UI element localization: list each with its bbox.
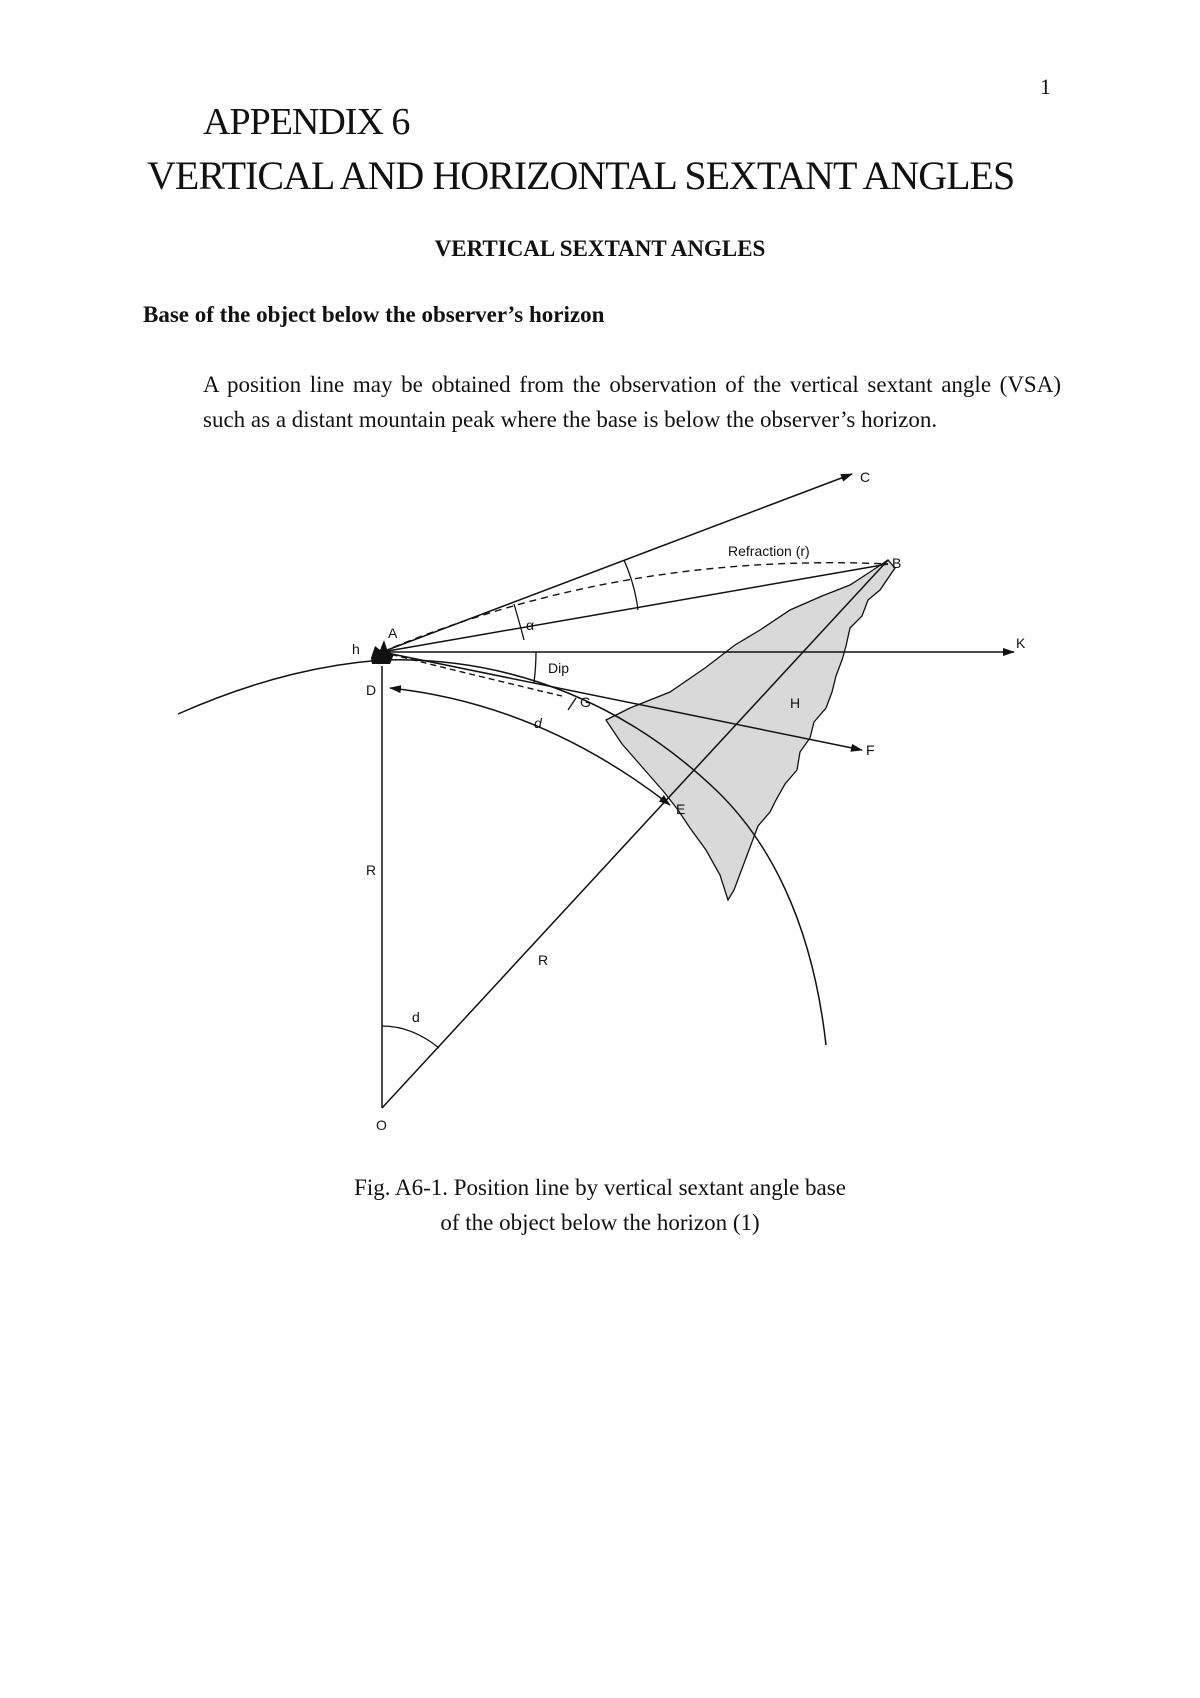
refraction-angle-arc [624, 560, 638, 610]
caption-line-2: of the object below the horizon (1) [440, 1210, 760, 1235]
alpha-angle-arc [514, 604, 524, 640]
label-refraction: Refraction (r) [728, 543, 810, 559]
main-title: VERTICAL AND HORIZONTAL SEXTANT ANGLES [147, 153, 1015, 198]
radius-line-ob [382, 560, 888, 1108]
appendix-title: APPENDIX 6 [203, 101, 410, 143]
mountain-shape [606, 560, 895, 900]
label-r-diagonal: R [538, 952, 549, 968]
label-c: C [860, 469, 871, 485]
label-r-vertical: R [366, 862, 377, 878]
g-tick-mark [568, 698, 576, 710]
label-h: h [352, 641, 360, 657]
dip-angle-arc [534, 652, 536, 683]
label-dip: Dip [548, 660, 570, 676]
figure-caption [0, 1170, 1200, 1240]
caption-line-1: Fig. A6-1. Position line by vertical sextant angle base [354, 1175, 846, 1200]
body-paragraph: A position line may be obtained from the observation of the vertical sextant angle (VSA) such as a distant mountain peak where the base is below the observer’s horizon. [203, 372, 1061, 432]
label-g: G [580, 694, 591, 710]
label-a: A [388, 625, 398, 641]
label-e: E [676, 801, 686, 817]
label-d-arc: d [534, 715, 542, 731]
section-heading: VERTICAL SEXTANT ANGLES [434, 236, 766, 261]
subheading: Base of the object below the observer’s horizon [143, 302, 605, 327]
angle-d-arc [382, 1026, 439, 1048]
label-d-angle: d [412, 1009, 420, 1025]
label-o: O [376, 1117, 387, 1133]
label-f: F [866, 742, 875, 758]
label-alpha: α [526, 617, 535, 633]
label-d-point: D [366, 682, 377, 698]
label-b: B [892, 555, 902, 571]
label-h-height: H [790, 695, 801, 711]
page-number: 1 [1040, 74, 1051, 99]
label-k: K [1016, 635, 1026, 651]
